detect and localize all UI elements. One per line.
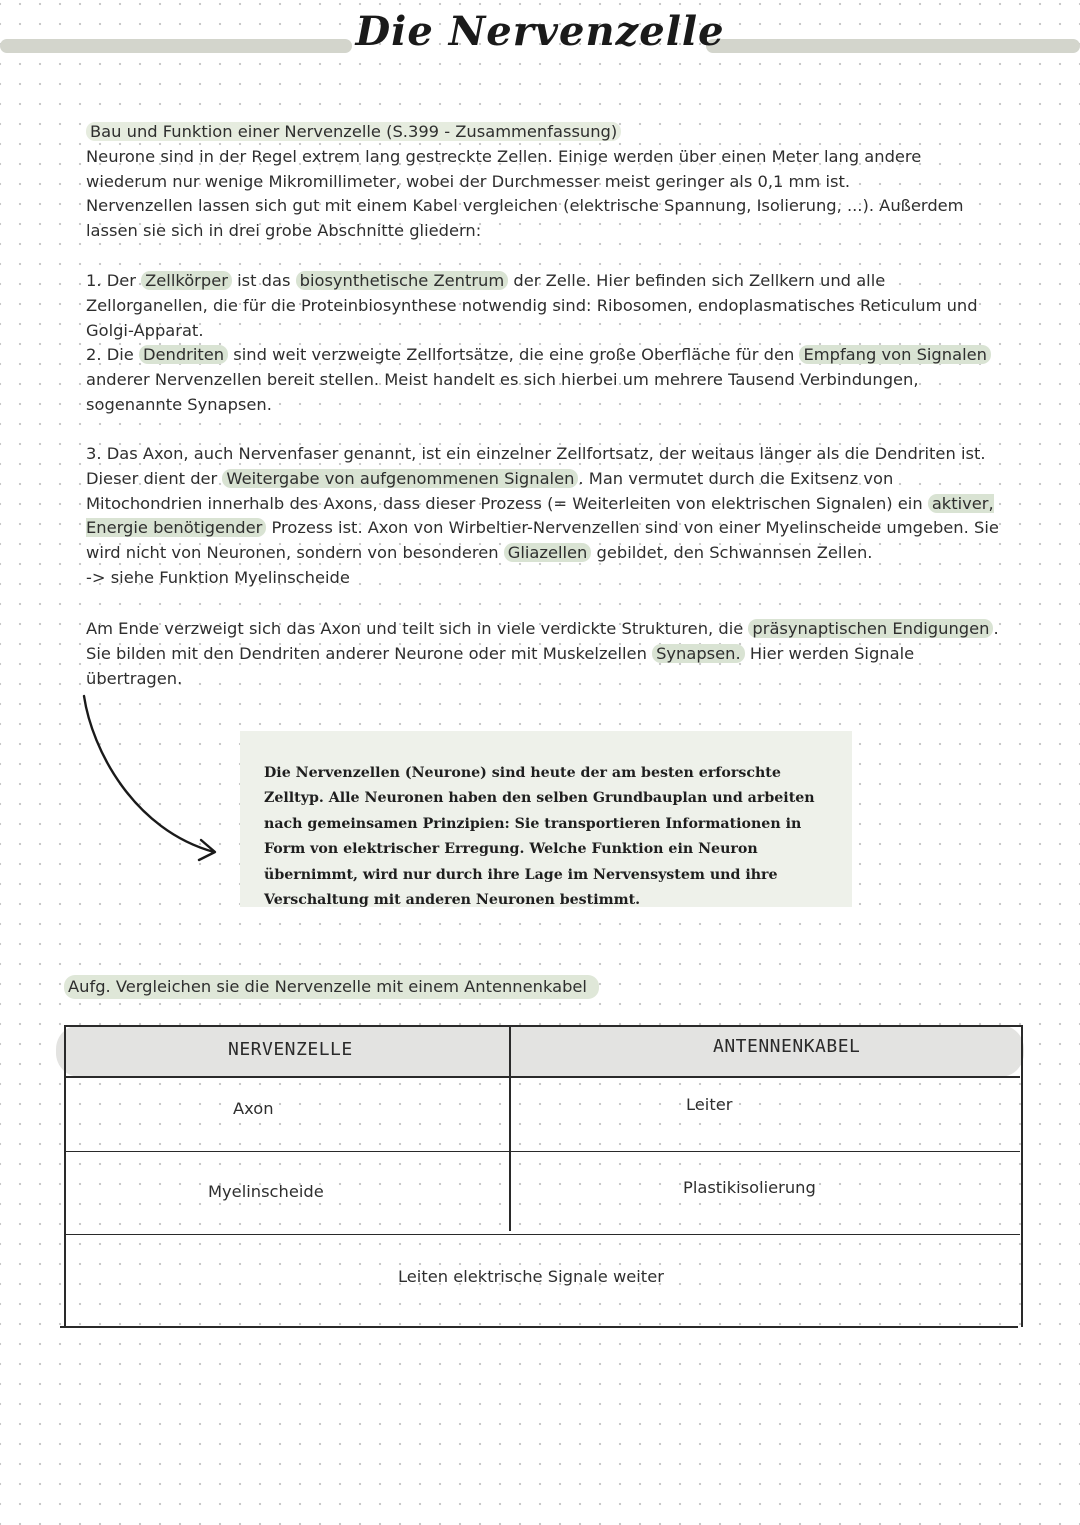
table-row-divider-2 — [64, 1151, 1020, 1152]
table-row-divider-3 — [64, 1234, 1020, 1235]
highlight-praesynaptische-endigungen: präsynaptischen Endigungen — [748, 619, 993, 638]
highlight-aktiver-prozess: aktiver, Energie benötigender — [86, 493, 994, 538]
table-footer-cell: Leiten elektrische Signale weiter — [398, 1267, 664, 1286]
table-header-antennenkabel: ANTENNENKABEL — [713, 1036, 861, 1057]
highlight-gliazellen: Gliazellen — [504, 543, 592, 562]
highlight-biosynthetisches-zentrum: biosynthetische Zentrum — [296, 271, 509, 290]
table-header-nervenzelle: NERVENZELLE — [228, 1039, 353, 1060]
intro-paragraph-1: Neurone sind in der Regel extrem lang gestreckte Zellen. Einige werden über einen Meter lang andere wiederum nur wenige Mikromillimeter, wobei der Durchmesser meist geringer als 0,1 mm ist. — [86, 146, 922, 191]
highlight-empfang-von-signalen: Empfang von Signalen — [799, 345, 990, 364]
intro-section — [86, 120, 1006, 244]
table-cell-myelinscheide: Myelinscheide — [208, 1182, 324, 1201]
highlight-dendriten: Dendriten — [139, 345, 228, 364]
item-2-dendrites: 2. Die Dendriten sind weit verzweigte Zellfortsätze, die eine große Oberfläche für den Empfang von Signalen anderer Nervenzellen bereit stellen. Meist handelt es sich hierbei um mehrere Tausend Verbindungen, sogenannte Synapsen. — [86, 343, 1006, 417]
summary-box — [240, 731, 852, 907]
intro-paragraph-2: Nervenzellen lassen sich gut mit einem Kabel vergleichen (elektrische Spannung, Isolierung, ...). Außerdem lassen sie sich in drei grobe Abschnitte gliedern: — [86, 196, 964, 241]
highlight-synapsen: Synapsen. — [652, 644, 745, 663]
table-cell-plastikisolierung: Plastikisolierung — [683, 1178, 816, 1197]
axon-end-paragraph: Am Ende verzweigt sich das Axon und teilt sich in viele verdickte Strukturen, die präsynaptischen Endigungen . Sie bilden mit den Dendriten anderer Neurone oder mit Muskelzellen Synapsen. Hier werden Signale übertragen. — [86, 619, 999, 688]
reference-myelinscheide: -> siehe Funktion Myelinscheide — [86, 567, 350, 587]
table-border-top — [64, 1025, 1023, 1027]
table-border-left — [64, 1025, 66, 1327]
table-border-right — [1021, 1025, 1023, 1327]
table-cell-axon: Axon — [233, 1099, 274, 1118]
highlight-zellkoerper: Zellkörper — [141, 271, 232, 290]
table-cell-leiter: Leiter — [686, 1095, 733, 1114]
section-heading-text: Bau und Funktion einer Nervenzelle (S.399 - Zusammenfassung) — [86, 122, 621, 141]
table-border-bottom — [60, 1326, 1018, 1328]
item-1-cell-body: 1. Der Zellkörper ist das biosynthetische Zentrum der Zelle. Hier befinden sich Zellkern und alle Zellorganellen, die für die Proteinbiosynthese notwendig sind: Ribosomen, endoplasmatisches Reticulum und Golgi-Apparat. — [86, 271, 978, 340]
table-header-shade — [56, 1025, 1024, 1077]
task-label: Aufg. Vergleichen sie die Nervenzelle mit einem Antennenkabel — [64, 975, 599, 999]
item-3-axon: 3. Das Axon, auch Nervenfaser genannt, ist ein einzelner Zellfortsatz, der weitaus länger als die Dendriten ist. Dieser dient der Weitergabe von aufgenommenen Signalen . Man vermutet durch die Exitsenz von Mitochondrien innerhalb des Axons, dass dieser Prozess (= Weiterleiten von elektrischen Signalen) ein aktiver, Energie benötigender Prozess ist. Axon von Wirbeltier-Nervenzellen sind von einer Myelinscheide umgeben. Sie wird nicht von Neuronen, sondern von besonderen Gliazellen gebildet, den Schwannsen Zellen. -> siehe Funktion Myelinscheide — [86, 442, 1006, 591]
curved-arrow-icon — [74, 690, 224, 870]
page-title: Die Nervenzelle — [355, 8, 725, 55]
table-column-divider — [509, 1027, 511, 1231]
summary-box-text: Die Nervenzellen (Neurone) sind heute der am besten erforschte Zelltyp. Alle Neuronen haben den selben Grundbauplan und arbeiten nach gemeinsamen Prinzipien: Sie transportieren Informationen in Form von elektrischer Erregung. Welche Funktion ein Neuron übernimmt, wird nur durch ihre Lage im Nervensystem und ihre Verschaltung mit anderen Neuronen bestimmt. — [264, 765, 815, 909]
section-heading — [86, 120, 1006, 145]
table-row-divider-1 — [64, 1076, 1020, 1078]
highlight-weitergabe-signale: Weitergabe von aufgenommenen Signalen — [222, 469, 578, 488]
